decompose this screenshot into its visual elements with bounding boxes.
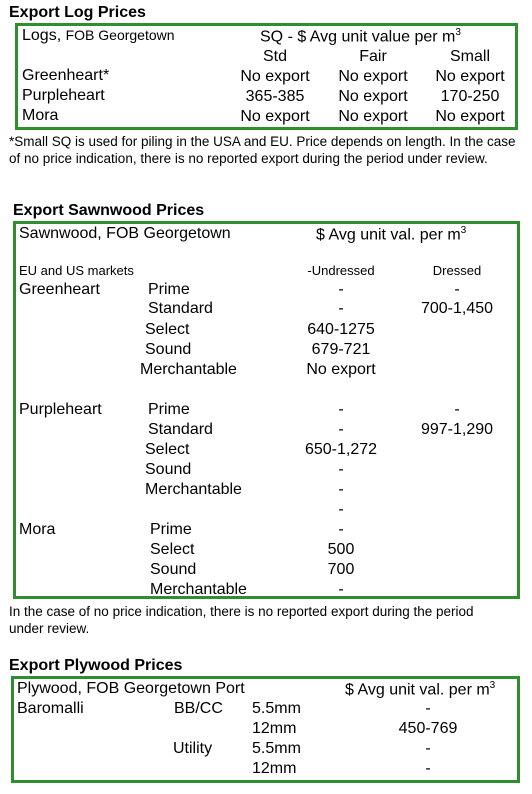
sawnwood-grade: Select (145, 441, 190, 458)
logs-header-sup: 3 (455, 27, 461, 38)
logs-cell: No export (435, 108, 505, 125)
sawnwood-markets: EU and US markets (19, 263, 134, 278)
logs-col-small: Small (449, 48, 491, 65)
sawnwood-grade: Merchantable (150, 581, 247, 598)
sawnwood-species: Mora (19, 521, 56, 538)
sawnwood-dressed: - (454, 281, 460, 298)
sawnwood-undressed: 679-721 (311, 341, 371, 358)
logs-header-sub: FOB Georgetown (65, 27, 175, 43)
logs-header-main: Logs, (22, 27, 62, 44)
sawnwood-species: Purpleheart (19, 401, 102, 418)
sawnwood-grade: Standard (148, 421, 213, 438)
sawnwood-col-dressed: Dressed (432, 263, 482, 278)
plywood-size: 5.5mm (252, 700, 301, 717)
plywood-value: 450-769 (398, 720, 458, 737)
sawnwood-grade: Sound (145, 461, 192, 478)
plywood-grade: BB/CC (174, 700, 223, 717)
sawnwood-header-sup: 3 (460, 225, 467, 236)
sawnwood-species: Greenheart (19, 281, 100, 298)
plywood-size: 12mm (252, 720, 297, 737)
sawnwood-undressed: - (338, 501, 344, 518)
sawnwood-grade: Select (145, 321, 190, 338)
plywood-title: Export Plywood Prices (9, 657, 183, 674)
sawnwood-header: Sawnwood, FOB Georgetown (19, 225, 231, 242)
sawnwood-undressed: No export (306, 361, 376, 378)
plywood-header-value (345, 681, 495, 698)
sawnwood-undressed: - (338, 521, 344, 538)
logs-cell: No export (338, 68, 408, 85)
sawnwood-grade: Merchantable (145, 481, 242, 498)
logs-header-value (260, 28, 461, 45)
sawnwood-col-undressed: -Undressed (307, 263, 375, 278)
sawnwood-undressed: 500 (327, 541, 355, 558)
sawnwood-undressed: 640-1275 (307, 321, 375, 338)
sawnwood-grade: Sound (145, 341, 192, 358)
logs-cell: No export (338, 88, 408, 105)
logs-cell: No export (338, 108, 408, 125)
sawnwood-grade: Prime (148, 281, 190, 298)
logs-cell: 170-250 (440, 88, 500, 105)
sawnwood-undressed: - (338, 421, 344, 438)
logs-cell: 365-385 (245, 88, 305, 105)
plywood-size: 12mm (252, 760, 297, 777)
sawnwood-undressed: - (338, 481, 344, 498)
sawnwood-grade: Select (150, 541, 195, 558)
plywood-value: - (425, 760, 431, 777)
sawnwood-dressed: 700-1,450 (420, 300, 494, 317)
logs-cell: No export (240, 68, 310, 85)
logs-row-name: Purpleheart (22, 87, 105, 104)
logs-footnote: *Small SQ is used for piling in the USA and EU. Price depends on length. In the case of no price indication, there is no reported export during the period under review. (9, 134, 516, 166)
plywood-header-value-text: $ Avg unit val. per m (345, 681, 490, 699)
plywood-value: - (425, 700, 431, 717)
sawnwood-undressed: - (338, 281, 344, 298)
sawnwood-undressed: 700 (327, 561, 355, 578)
sawnwood-undressed: - (338, 581, 344, 598)
sawnwood-dressed: 997-1,290 (420, 421, 494, 438)
logs-header-label (22, 28, 175, 44)
sawnwood-grade: Standard (148, 300, 213, 317)
plywood-header-sup: 3 (489, 680, 496, 691)
logs-col-fair: Fair (359, 48, 387, 65)
sawnwood-undressed: - (338, 401, 344, 418)
logs-row-name: Greenheart* (22, 67, 110, 84)
sawnwood-undressed: - (338, 461, 344, 478)
plywood-size: 5.5mm (252, 740, 301, 757)
sawnwood-header-value-text: $ Avg unit val. per m (316, 226, 461, 244)
sawnwood-grade: Merchantable (140, 361, 237, 378)
logs-header-value-text: SQ - $ Avg unit value per m (260, 28, 456, 46)
sawnwood-header-value (316, 226, 466, 243)
sawnwood-title: Export Sawnwood Prices (13, 202, 205, 219)
sawnwood-undressed: - (338, 300, 344, 317)
logs-row-name: Mora (22, 107, 59, 124)
plywood-value: - (425, 740, 431, 757)
logs-cell: No export (435, 68, 505, 85)
logs-title: Export Log Prices (9, 4, 146, 21)
sawnwood-grade: Prime (148, 401, 190, 418)
sawnwood-footnote: In the case of no price indication, there is no reported export during the period under review. (9, 604, 474, 636)
plywood-grade: Utility (173, 740, 213, 757)
sawnwood-undressed: 650-1,272 (304, 441, 378, 458)
sawnwood-grade: Sound (150, 561, 197, 578)
logs-cell: No export (240, 108, 310, 125)
sawnwood-dressed: - (454, 401, 460, 418)
logs-col-std: Std (262, 48, 288, 65)
plywood-header: Plywood, FOB Georgetown Port (17, 680, 245, 697)
plywood-species: Baromalli (17, 700, 84, 717)
sawnwood-grade: Prime (150, 521, 192, 538)
